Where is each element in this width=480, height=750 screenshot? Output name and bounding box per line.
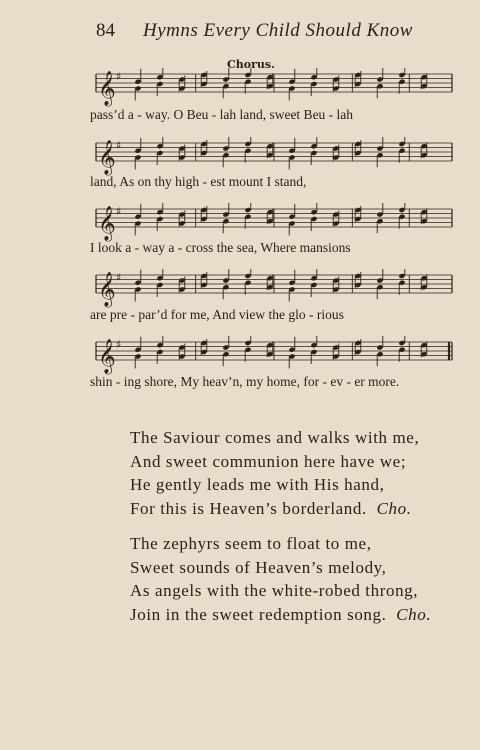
music-staff [90, 336, 460, 376]
music-staff [90, 269, 460, 309]
lyric-line-5: shin - ing shore, My heav’n, my home, for - ev - er more. [90, 374, 400, 389]
lyric-line-3: I look a - way a - cross the sea, Where mansions [90, 240, 351, 255]
svg-text:♯: ♯ [116, 70, 122, 83]
running-title: Hymns Every Child Should Know [143, 20, 413, 41]
svg-text:𝄞: 𝄞 [98, 272, 116, 307]
verse-line: Join in the sweet redemption song. Cho. [130, 604, 432, 624]
music-staff [90, 137, 460, 177]
chorus-label: Chorus. [227, 58, 275, 71]
refrain-mark: Cho. [376, 498, 412, 518]
svg-text:♯: ♯ [116, 271, 122, 284]
verse-line: As angels with the white-robed throng, [130, 581, 419, 600]
verse-line: The zephyrs seem to float to me, [130, 534, 372, 553]
verse-line: For this is Heaven’s borderland. Cho. [130, 498, 412, 518]
music-system-1 [90, 68, 460, 128]
svg-text:♯: ♯ [116, 139, 122, 152]
refrain-mark: Cho. [396, 604, 432, 624]
lyric-line-4: are pre - par’d for me, And view the glo - rious [90, 307, 344, 322]
verse-line: The Saviour comes and walks with me, [130, 428, 420, 447]
svg-text:𝄞: 𝄞 [98, 71, 116, 106]
svg-text:𝄞: 𝄞 [98, 140, 116, 175]
music-system-2 [90, 137, 460, 197]
svg-text:𝄞: 𝄞 [98, 339, 116, 374]
verse-2 [130, 532, 470, 626]
verse-1 [130, 426, 470, 520]
svg-text:♯: ♯ [116, 338, 122, 351]
verse-line: And sweet communion here have we; [130, 451, 407, 471]
music-system-3 [90, 203, 460, 263]
music-system-4 [90, 269, 460, 329]
svg-text:♯: ♯ [116, 205, 122, 218]
verse-line: He gently leads me with His hand, [130, 475, 385, 494]
music-system-5 [90, 336, 460, 396]
lyric-line-2: land, As on thy high - est mount I stand, [90, 174, 307, 189]
svg-text:𝄞: 𝄞 [98, 206, 116, 241]
page-number: 84 [96, 20, 115, 41]
music-staff [90, 68, 460, 108]
page-header [0, 20, 480, 44]
music-staff [90, 203, 460, 243]
verse-line: Sweet sounds of Heaven’s melody, [130, 557, 387, 577]
lyric-line-1: pass’d a - way. O Beu - lah land, sweet Beu - lah [90, 107, 354, 122]
